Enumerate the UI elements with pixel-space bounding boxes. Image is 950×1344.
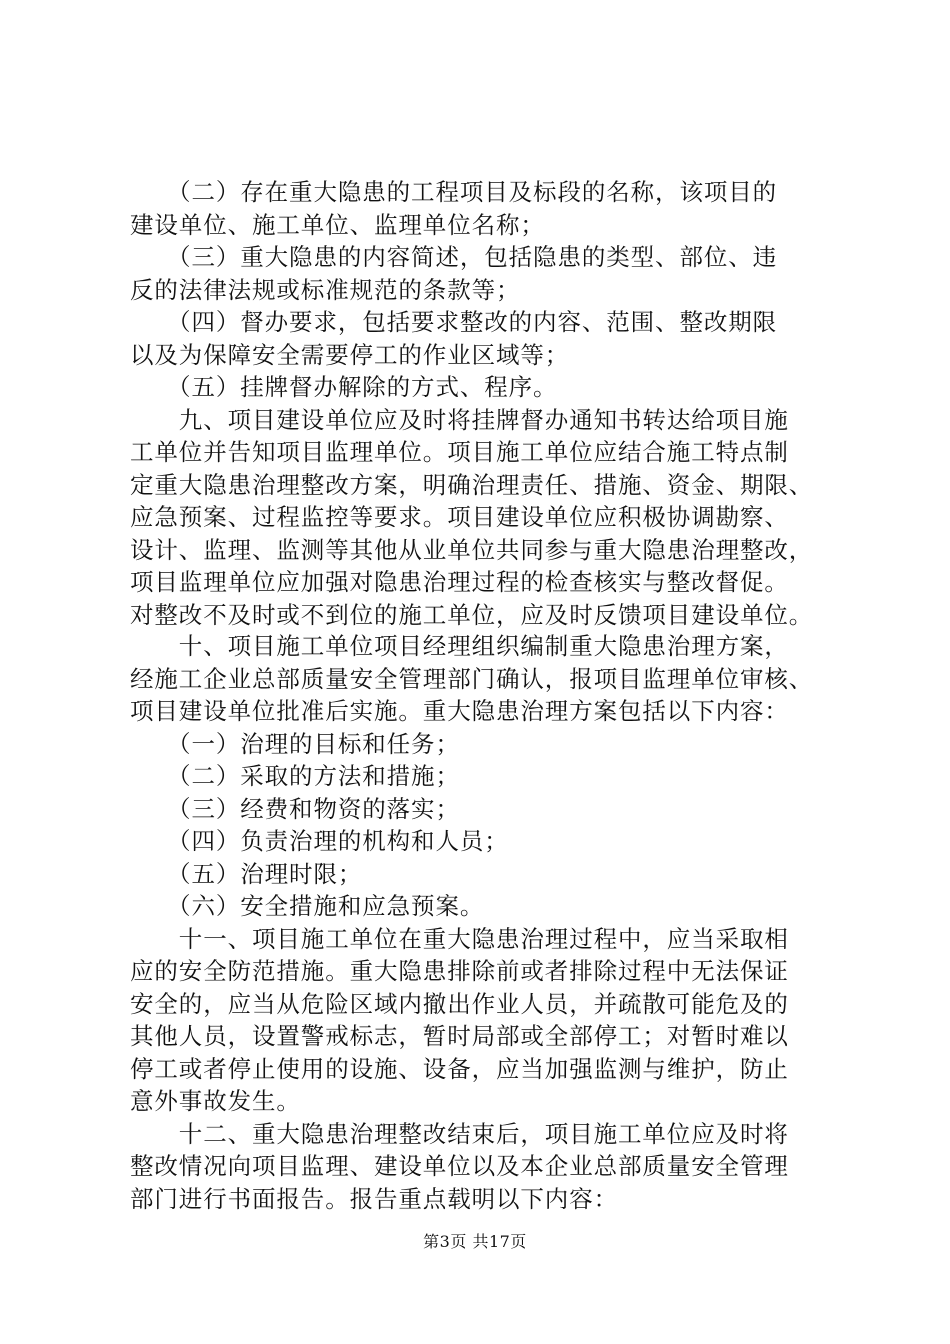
paragraph-line: 反的法律法规或标准规范的条款等； [130,275,521,304]
paragraph-line: 建设单位、施工单位、监理单位名称； [130,210,545,239]
list-item: （五）治理时限； [130,859,363,888]
list-item: （一）治理的目标和任务； [130,729,460,758]
paragraph-line: 九、项目建设单位应及时将挂牌督办通知书转达给项目施 [130,405,789,434]
text-block-lower [130,630,850,1215]
paragraph-line: （二）存在重大隐患的工程项目及标段的名称，该项目的 [130,178,778,206]
paragraph-line: 对整改不及时或不到位的施工单位，应及时反馈项目建设单位。 [130,600,814,629]
list-item: （六）安全措施和应急预案。 [130,892,485,920]
paragraph-line: 部门进行书面报告。报告重点载明以下内容： [130,1184,618,1213]
paragraph-line: （五）挂牌督办解除的方式、程序。 [130,373,558,401]
paragraph-line: 应的安全防范措施。重大隐患排除前或者排除过程中无法保证 [130,957,789,985]
paragraph-line: 项目监理单位应加强对隐患治理过程的检查核实与整改督促。 [130,568,789,596]
paragraph-line: 十二、重大隐患治理整改结束后，项目施工单位应及时将 [130,1119,789,1148]
paragraph-line: 设计、监理、监测等其他从业单位共同参与重大隐患治理整改， [130,535,814,564]
list-item: （四）负责治理的机构和人员； [130,827,509,855]
paragraph-line: 以及为保障安全需要停工的作业区域等； [130,340,570,369]
paragraph-line: （四）督办要求，包括要求整改的内容、范围、整改期限 [130,308,778,336]
text-block-upper [130,176,850,631]
paragraph-line: 安全的，应当从危险区域内撤出作业人员，并疏散可能危及的 [130,989,789,1018]
list-item: （三）经费和物资的落实； [130,794,460,823]
paragraph-line: 定重大隐患治理整改方案，明确治理责任、措施、资金、期限、 [130,470,814,499]
list-item: （二）采取的方法和措施； [130,762,460,790]
paragraph-line: 经施工企业总部质量安全管理部门确认，报项目监理单位审核、 [130,664,814,693]
paragraph-line: 其他人员，设置警戒标志，暂时局部或全部停工；对暂时难以 [130,1022,789,1050]
paragraph-line: 工单位并告知项目监理单位。项目施工单位应结合施工特点制 [130,438,789,466]
page-number-footer: 第3页 共17页 [423,1232,527,1251]
paragraph-line: （三）重大隐患的内容简述，包括隐患的类型、部位、违 [130,243,778,271]
paragraph-line: 整改情况向项目监理、建设单位以及本企业总部质量安全管理 [130,1152,789,1180]
paragraph-line: 十一、项目施工单位在重大隐患治理过程中，应当采取相 [130,924,789,953]
paragraph-line: 意外事故发生。 [130,1087,301,1115]
paragraph-line: 项目建设单位批准后实施。重大隐患治理方案包括以下内容： [130,697,789,725]
paragraph-line: 十、项目施工单位项目经理组织编制重大隐患治理方案， [130,632,789,660]
paragraph-line: 应急预案、过程监控等要求。项目建设单位应积极协调勘察、 [130,503,789,531]
paragraph-line: 停工或者停止使用的设施、设备，应当加强监测与维护，防止 [130,1054,789,1083]
